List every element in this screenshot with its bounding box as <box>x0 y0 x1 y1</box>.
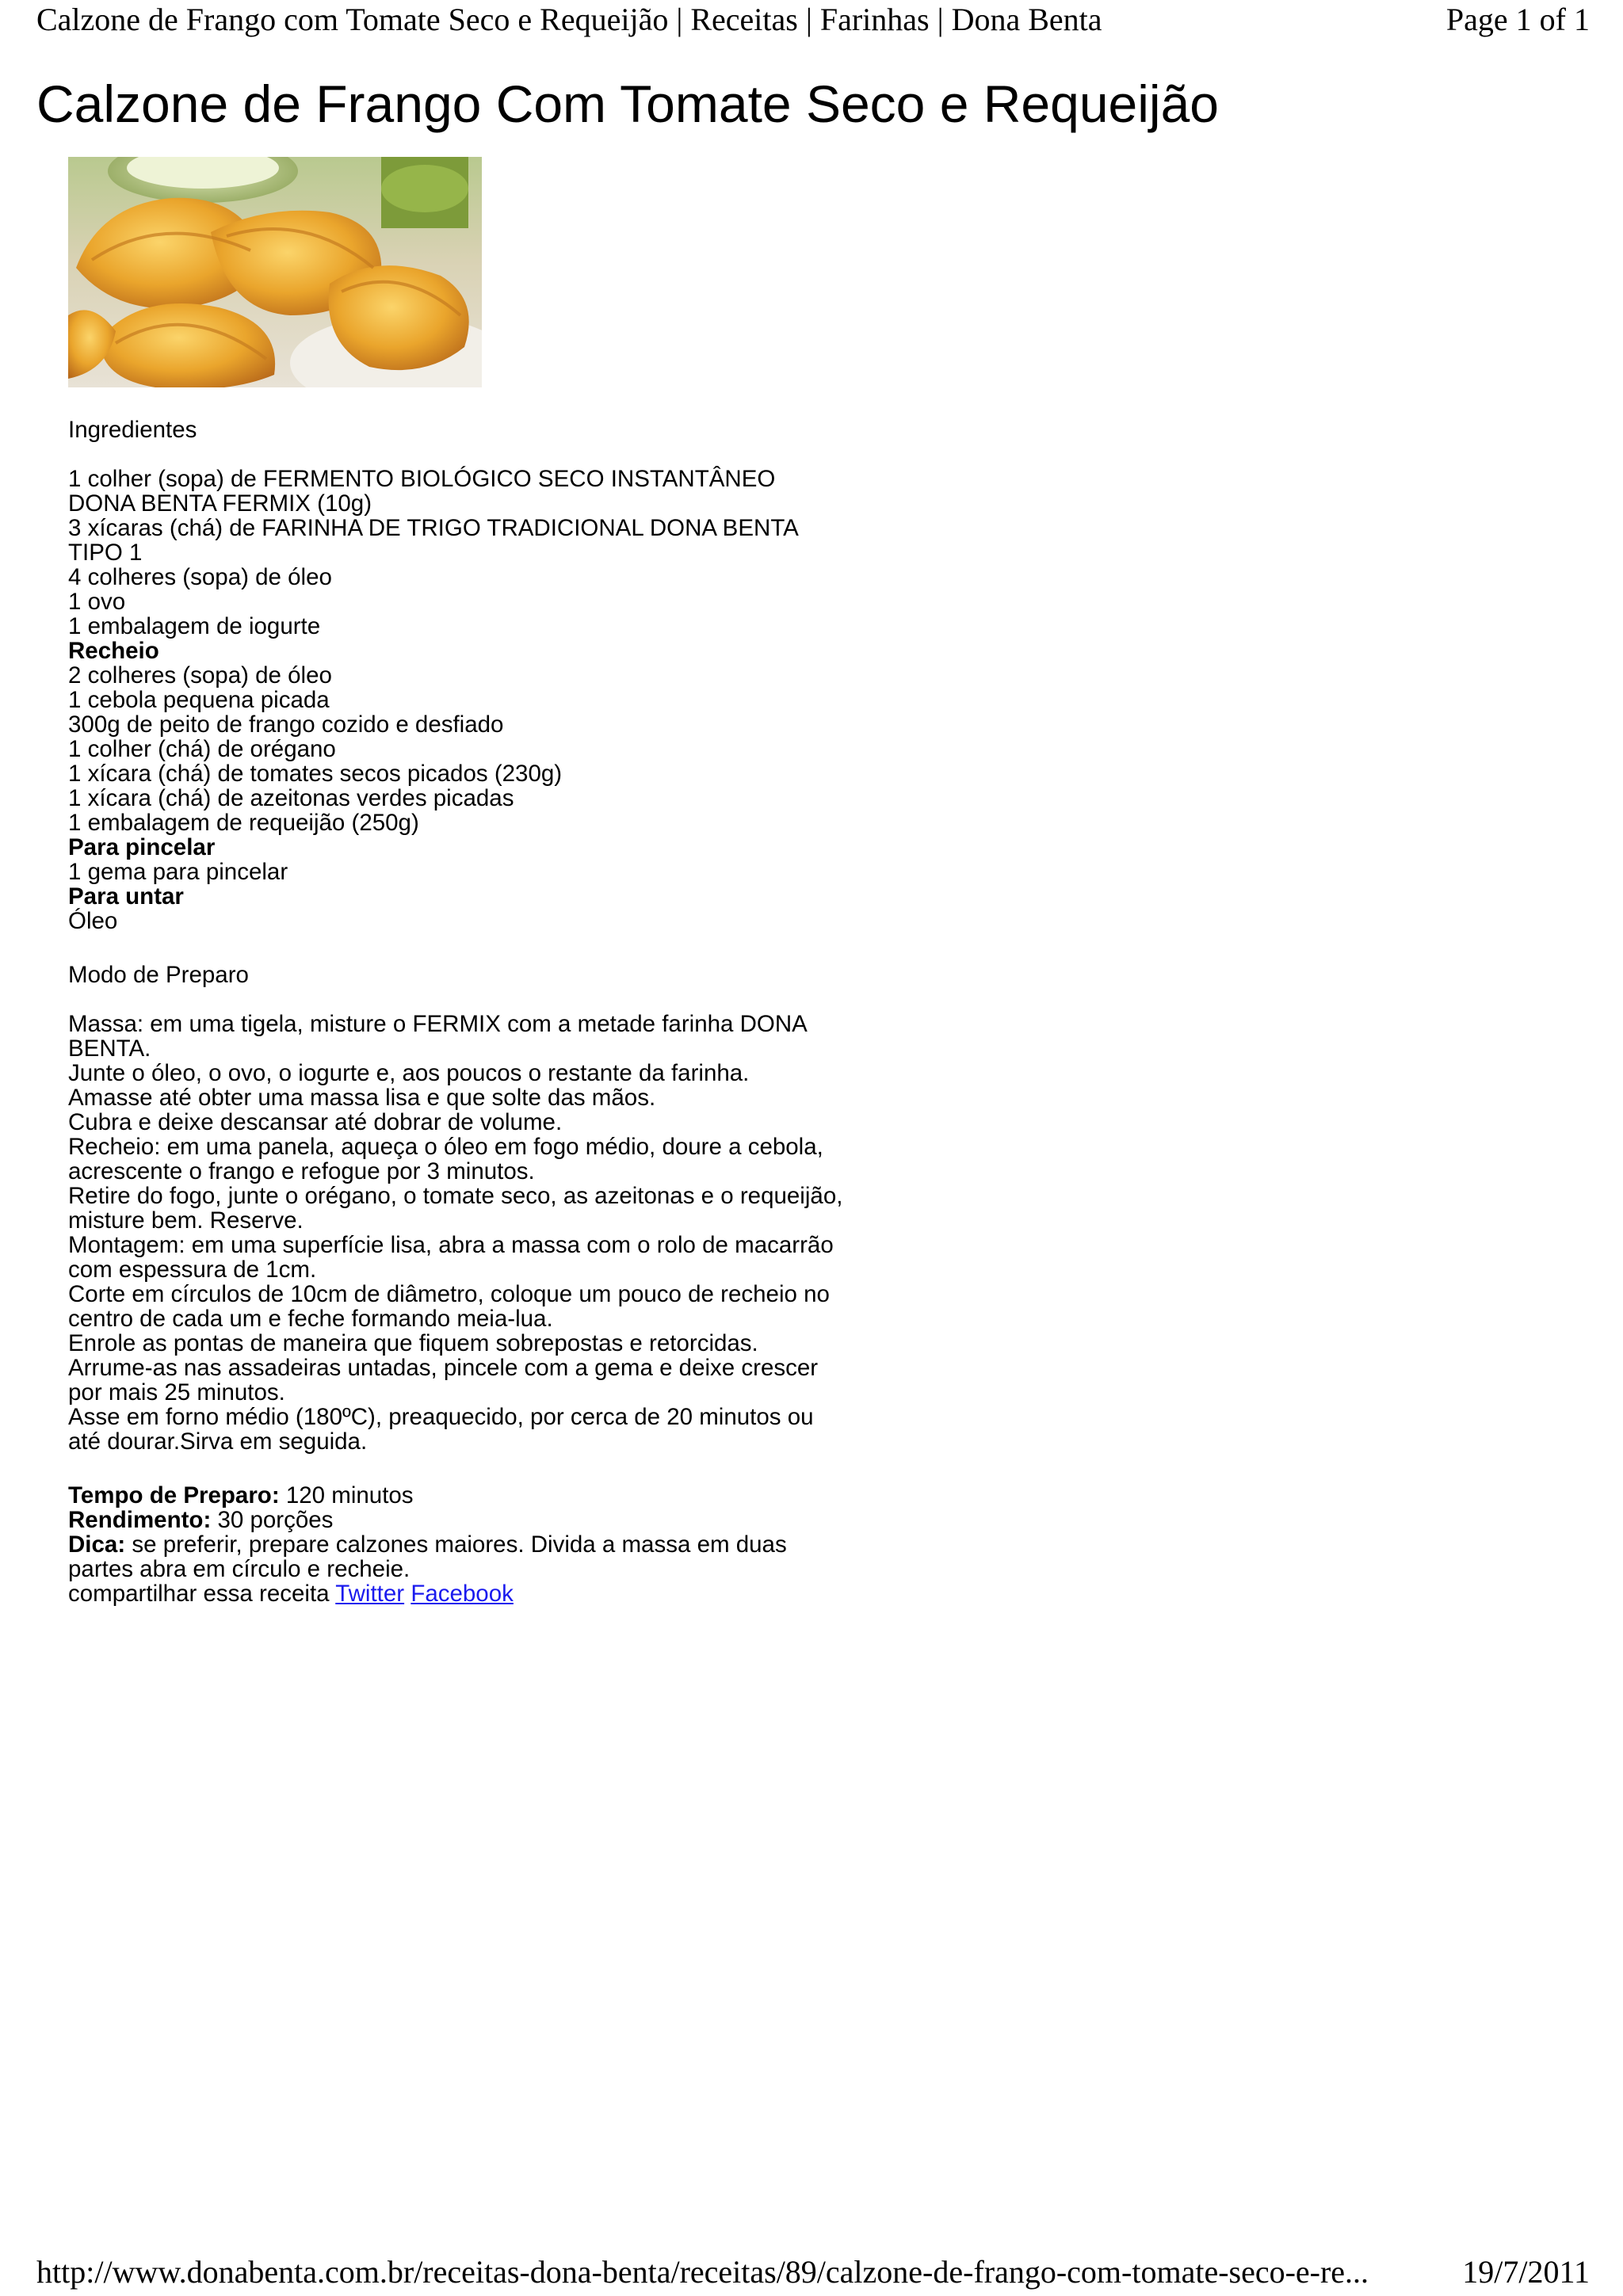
tip-label: Dica: <box>68 1531 126 1558</box>
section-spacer <box>68 933 940 963</box>
ingredient-item: 1 xícara (chá) de azeitonas verdes picadas <box>68 785 514 811</box>
recipe-title: Calzone de Frango Com Tomate Seco e Requeijão <box>36 74 1219 133</box>
ingredient-subheading: Recheio <box>68 638 159 664</box>
facebook-share-link[interactable]: Facebook <box>411 1581 514 1607</box>
calzone-photo-graphic <box>68 157 482 387</box>
twitter-share-link[interactable]: Twitter <box>335 1581 405 1607</box>
ingredient-item: 300g de peito de frango cozido e desfiado <box>68 711 504 738</box>
print-footer-date: 19/7/2011 <box>1462 2254 1590 2290</box>
ingredient-item: 1 ovo <box>68 589 126 615</box>
ingredient-item: 1 cebola pequena picada <box>68 687 330 713</box>
method-step-line: misture bem. Reserve. <box>68 1207 304 1234</box>
ingredient-item: 1 xícara (chá) de tomates secos picados (230g) <box>68 761 563 787</box>
share-row <box>68 1581 940 1606</box>
print-footer <box>0 2252 1623 2296</box>
method-step-line: Amasse até obter uma massa lisa e que solte das mãos. <box>68 1085 656 1111</box>
method-step-line: Enrole as pontas de maneira que fiquem sobrepostas e retorcidas. <box>68 1330 758 1356</box>
method-step-line: Montagem: em uma superfície lisa, abra a massa com o rolo de macarrão <box>68 1232 834 1258</box>
calzone-photo <box>68 157 482 387</box>
ingredient-item: DONA BENTA FERMIX (10g) <box>68 490 372 517</box>
ingredient-item: 1 gema para pincelar <box>68 859 288 885</box>
print-header-page-number: Page 1 of 1 <box>1445 2 1590 37</box>
ingredient-item: Óleo <box>68 908 118 934</box>
yield <box>68 1508 940 1532</box>
method-steps <box>68 1012 940 1454</box>
method-step-line: Massa: em uma tigela, misture o FERMIX com a metade farinha DONA <box>68 1011 808 1037</box>
print-header-title: Calzone de Frango com Tomate Seco e Requeijão | Receitas | Farinhas | Dona Benta <box>36 2 1102 37</box>
ingredient-item: 3 xícaras (chá) de FARINHA DE TRIGO TRADICIONAL DONA BENTA <box>68 515 799 541</box>
method-step-line: Retire do fogo, junte o orégano, o tomate seco, as azeitonas e o requeijão, <box>68 1183 843 1209</box>
ingredient-item: TIPO 1 <box>68 540 143 566</box>
share-text: compartilhar essa receita <box>68 1581 336 1607</box>
print-header <box>0 0 1623 43</box>
tip-continued: partes abra em círculo e recheie. <box>68 1556 411 1582</box>
tip-text: se preferir, prepare calzones maiores. Divida a massa em duas <box>125 1531 787 1558</box>
method-step-line: centro de cada um e feche formando meia-lua. <box>68 1306 553 1332</box>
recipe-content <box>68 418 940 1606</box>
method-step-line: por mais 25 minutos. <box>68 1379 285 1405</box>
ingredient-item: 1 colher (chá) de orégano <box>68 736 336 762</box>
print-footer-url: http://www.donabenta.com.br/receitas-dona-benta/receitas/89/calzone-de-frango-com-tomate-seco-e-re... <box>36 2254 1369 2290</box>
method-step-line: Corte em círculos de 10cm de diâmetro, coloque um pouco de recheio no <box>68 1281 830 1307</box>
prep-time <box>68 1483 940 1508</box>
ingredient-item: 1 colher (sopa) de FERMENTO BIOLÓGICO SECO INSTANTÂNEO <box>68 466 776 492</box>
ingredients-list <box>68 467 940 933</box>
method-step-line: com espessura de 1cm. <box>68 1257 317 1283</box>
method-step-line: BENTA. <box>68 1035 151 1062</box>
method-step-line: acrescente o frango e refogue por 3 minutos. <box>68 1158 535 1184</box>
method-step-line: Asse em forno médio (180ºC), preaquecido, por cerca de 20 minutos ou <box>68 1404 814 1430</box>
ingredient-item: 4 colheres (sopa) de óleo <box>68 564 332 590</box>
yield-value: 30 porções <box>211 1507 334 1533</box>
yield-label: Rendimento: <box>68 1507 212 1533</box>
ingredients-heading: Ingredientes <box>68 417 197 443</box>
method-heading: Modo de Preparo <box>68 962 249 988</box>
ingredient-item: 2 colheres (sopa) de óleo <box>68 662 332 688</box>
method-step-line: Arrume-as nas assadeiras untadas, pincele com a gema e deixe crescer <box>68 1355 819 1381</box>
tip <box>68 1532 940 1557</box>
ingredient-item: 1 embalagem de requeijão (250g) <box>68 810 419 836</box>
ingredient-item: 1 embalagem de iogurte <box>68 613 321 639</box>
prep-time-value: 120 minutos <box>279 1482 414 1508</box>
method-step-line: Recheio: em uma panela, aqueça o óleo em fogo médio, doure a cebola, <box>68 1134 823 1160</box>
section-spacer <box>68 1454 940 1483</box>
ingredient-subheading: Para untar <box>68 883 184 910</box>
method-step-line: até dourar.Sirva em seguida. <box>68 1428 368 1455</box>
ingredient-subheading: Para pincelar <box>68 834 216 860</box>
method-step-line: Cubra e deixe descansar até dobrar de volume. <box>68 1109 563 1135</box>
method-step-line: Junte o óleo, o ovo, o iogurte e, aos poucos o restante da farinha. <box>68 1060 750 1086</box>
prep-time-label: Tempo de Preparo: <box>68 1482 280 1508</box>
